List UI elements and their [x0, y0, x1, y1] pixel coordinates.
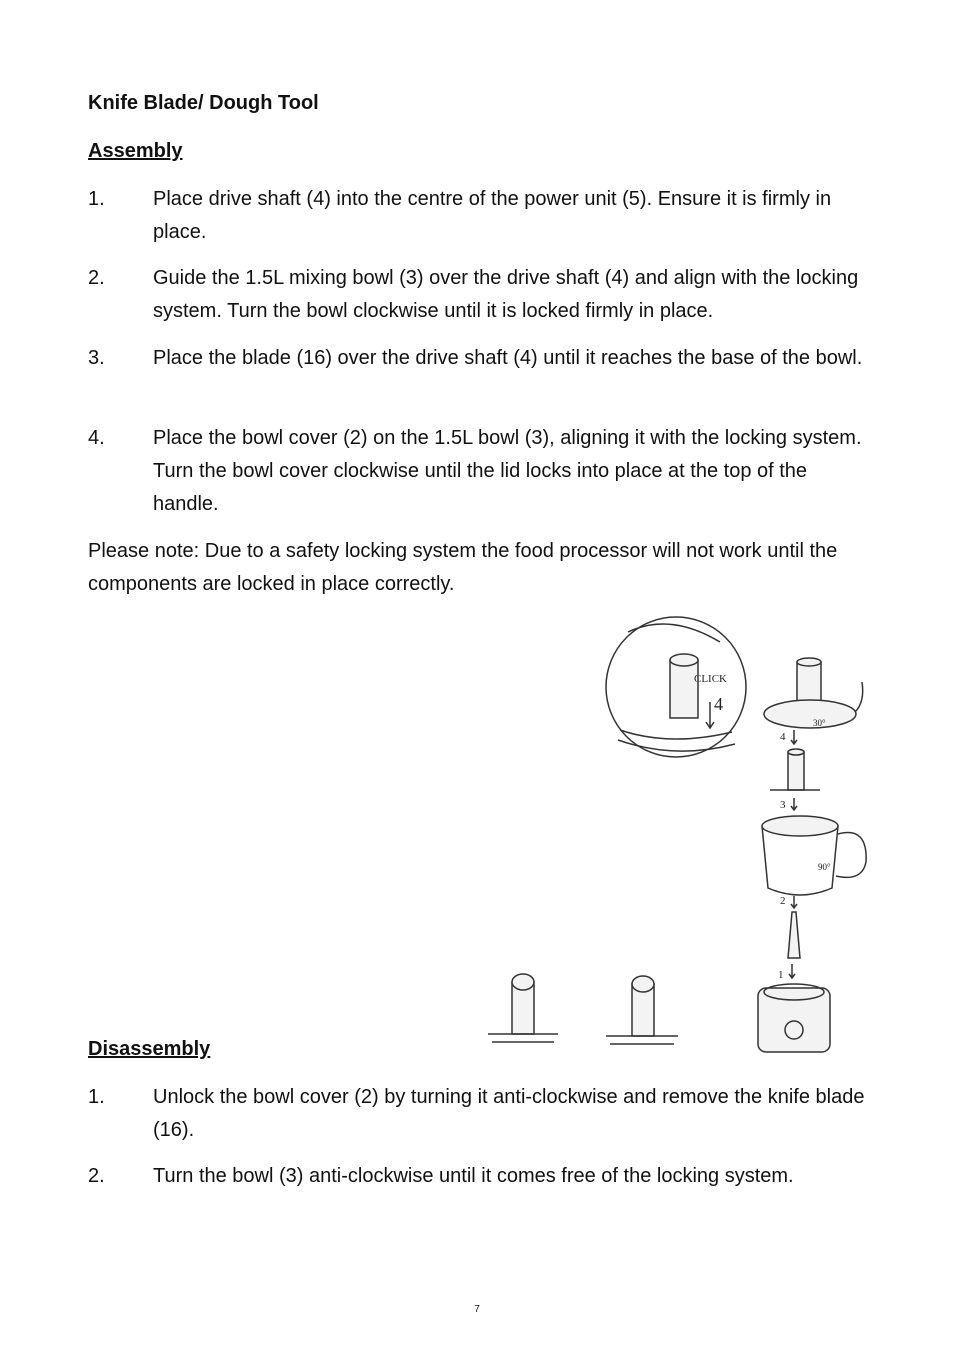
assembly-step-3: [88, 342, 868, 375]
step-label-3: 3: [780, 799, 786, 811]
click-detail-inset: [606, 617, 746, 757]
blade-detail-2: [606, 976, 678, 1044]
mixing-bowl-drawing: [762, 816, 866, 895]
step-label-2: 2: [780, 895, 786, 907]
disassembly-step-2: [88, 1160, 868, 1193]
assembly-illustration: [470, 612, 880, 1062]
step-label-1: 1: [778, 969, 784, 981]
assembly-step-2: [88, 262, 868, 328]
drive-shaft-drawing: [788, 912, 800, 958]
step-label-4: 4: [780, 731, 786, 743]
step-number: 2.: [88, 1165, 105, 1187]
angle-label-90: 90°: [818, 862, 831, 872]
safety-note: Please note: Due to a safety locking system the food processor will not work until the components are locked in place correctly.: [88, 540, 838, 595]
assembly-heading: Assembly: [88, 140, 183, 162]
step-text: Unlock the bowl cover (2) by turning it anti-clockwise and remove the knife blade (16).: [153, 1086, 865, 1141]
step-number: 1.: [88, 1086, 105, 1108]
click-label: CLICK: [694, 673, 727, 685]
assembly-step-4: [88, 422, 868, 521]
step-text: Place the blade (16) over the drive shaft (4) until it reaches the base of the bowl.: [153, 347, 863, 369]
assembly-step-1: [88, 183, 868, 249]
callout-number: 4: [714, 694, 723, 714]
step-text: Place drive shaft (4) into the centre of the power unit (5). Ensure it is firmly in place.: [153, 188, 832, 243]
step-number: 1.: [88, 188, 105, 210]
step-number: 4.: [88, 427, 105, 449]
disassembly-step-1: [88, 1081, 868, 1147]
step-number: 2.: [88, 267, 105, 289]
step-text: Guide the 1.5L mixing bowl (3) over the drive shaft (4) and align with the locking system. Turn the bowl clockwise until it is locked firmly in place.: [153, 267, 859, 322]
step-text: Place the bowl cover (2) on the 1.5L bowl (3), aligning it with the locking system. Turn the bowl cover clockwise until the lid locks into place at the top of the handle.: [153, 427, 862, 515]
section-heading: Knife Blade/ Dough Tool: [88, 92, 319, 114]
disassembly-heading: Disassembly: [88, 1038, 211, 1060]
blade-detail-1: [488, 974, 558, 1042]
step-number: 3.: [88, 347, 105, 369]
angle-label-30: 30°: [813, 718, 826, 728]
knife-blade-drawing: [770, 749, 820, 790]
step-text: Turn the bowl (3) anti-clockwise until it comes free of the locking system.: [153, 1165, 794, 1187]
page-number: 7: [474, 1304, 480, 1315]
power-unit-drawing: [758, 984, 830, 1052]
bowl-cover-drawing: [764, 658, 863, 728]
